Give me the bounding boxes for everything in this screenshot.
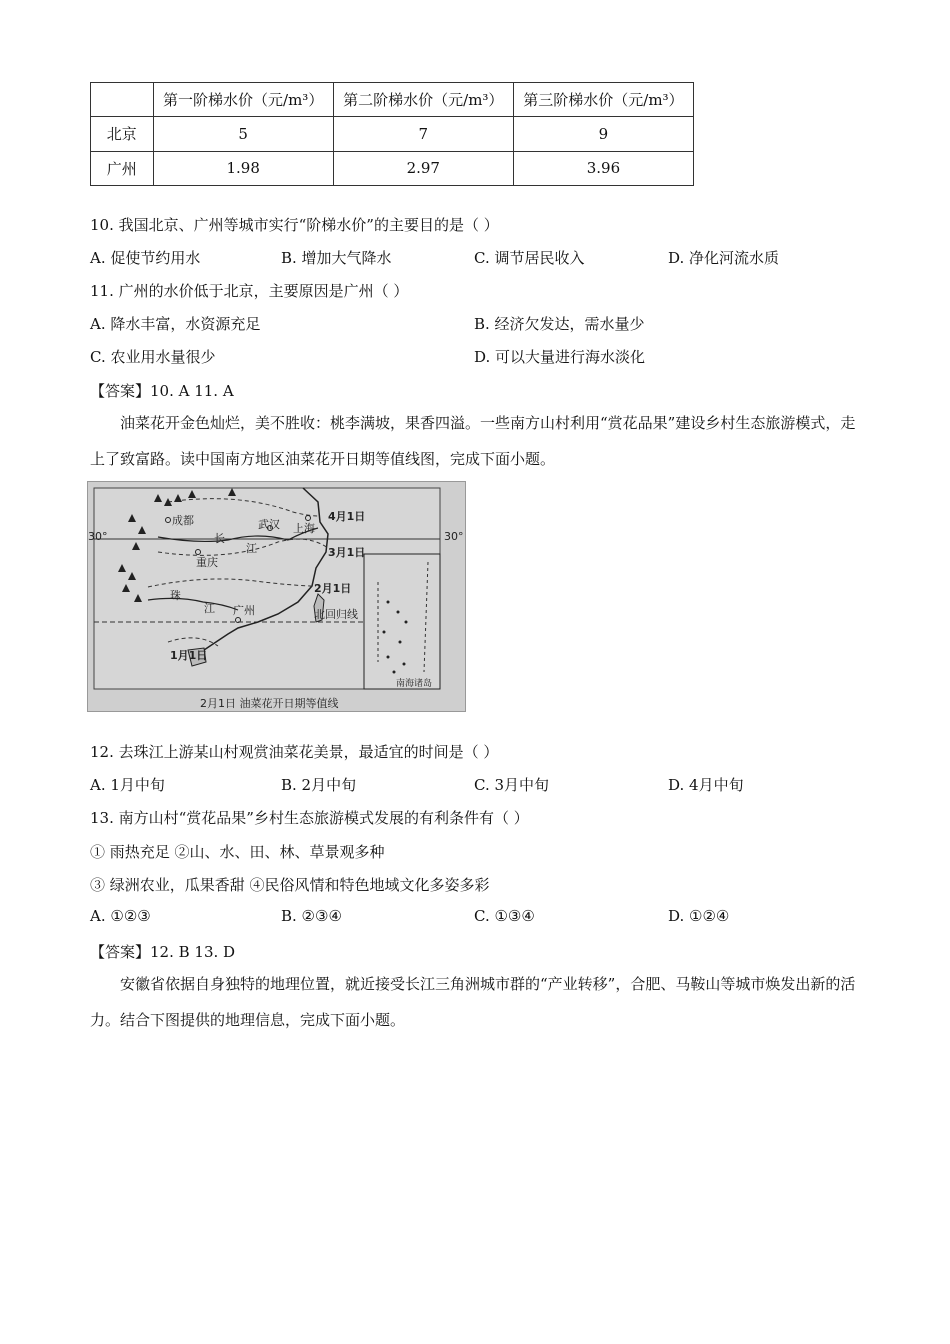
answer-12-13: 【答案】12. B 13. D	[90, 943, 236, 961]
table-row	[91, 151, 694, 185]
table-header-cell: 第一阶梯水价（元/m³）	[153, 83, 333, 117]
map-label-chongqing: 重庆	[196, 556, 218, 569]
table-cell: 5	[153, 117, 333, 151]
table-cell: 3.96	[513, 151, 693, 185]
table-cell: 北京	[91, 117, 154, 151]
question-13-option-d: D. ①②④	[668, 907, 730, 925]
question-12-option-a: A. 1月中旬	[90, 776, 165, 794]
table-header-cell: 第二阶梯水价（元/m³）	[333, 83, 513, 117]
question-12-option-c: C. 3月中旬	[474, 776, 550, 794]
map-label-zhu: 珠	[170, 589, 181, 602]
map-label-nanhai: 南海诸岛	[396, 679, 433, 689]
map-label-shanghai: 上海	[293, 522, 315, 535]
map-label-jiang1: 江	[246, 542, 257, 555]
question-10-option-c: C. 调节居民收入	[474, 249, 585, 267]
question-10-option-b: B. 增加大气降水	[281, 249, 392, 267]
question-11-option-c: C. 农业用水量很少	[90, 348, 216, 366]
question-10-option-a: A. 促使节约用水	[90, 249, 201, 267]
question-10-option-d: D. 净化河流水质	[668, 249, 780, 267]
question-13-stem: 13. 南方山村“赏花品果”乡村生态旅游模式发展的有利条件有（ ）	[90, 809, 529, 827]
table-header-cell	[91, 83, 154, 117]
table-header-cell: 第三阶梯水价（元/m³）	[513, 83, 693, 117]
table-cell: 2.97	[333, 151, 513, 185]
map-label-lat-left: 30°	[88, 530, 108, 543]
rapeseed-bloom-map	[87, 481, 466, 712]
question-13-option-c: C. ①③④	[474, 907, 535, 925]
question-13-statement-1: ① 雨热充足 ②山、水、田、林、草景观多种	[90, 843, 385, 861]
map-label-apr1: 4月1日	[328, 510, 366, 523]
table-cell: 1.98	[153, 151, 333, 185]
question-13-statement-2: ③ 绿洲农业，瓜果香甜 ④民俗风情和特色地域文化多姿多彩	[90, 876, 490, 894]
map-label-lat-right: 30°	[444, 530, 464, 543]
question-11-stem: 11. 广州的水价低于北京，主要原因是广州（ ）	[90, 282, 409, 300]
question-11-option-b: B. 经济欠发达，需水量少	[474, 315, 645, 333]
question-11-option-d: D. 可以大量进行海水淡化	[474, 348, 646, 366]
map-label-mar1: 3月1日	[328, 546, 366, 559]
map-label-wuhan: 武汉	[258, 518, 280, 531]
question-12-option-b: B. 2月中旬	[281, 776, 357, 794]
question-11-option-a: A. 降水丰富，水资源充足	[90, 315, 261, 333]
table-cell: 9	[513, 117, 693, 151]
map-label-jan1: 1月1日	[170, 649, 208, 662]
water-price-table	[90, 82, 694, 186]
map-label-chengdu: 成都	[172, 514, 194, 527]
table-header-row	[91, 83, 694, 117]
table-row	[91, 117, 694, 151]
table-cell: 7	[333, 117, 513, 151]
map-label-guangzhou: 广州	[233, 604, 255, 617]
map-label-tropic: 北回归线	[314, 608, 358, 621]
question-13-option-b: B. ②③④	[281, 907, 342, 925]
map-label-feb1: 2月1日	[314, 582, 352, 595]
passage-anhui: 安徽省依据自身独特的地理位置，就近接受长江三角洲城市群的“产业转移”，合肥、马鞍山等城市焕发出新的活力。结合下图提供的地理信息，完成下面小题。	[90, 975, 856, 1029]
question-10-stem: 10. 我国北京、广州等城市实行“阶梯水价”的主要目的是（ ）	[90, 216, 499, 234]
map-label-jiang2: 江	[204, 602, 215, 615]
question-12-option-d: D. 4月中旬	[668, 776, 744, 794]
answer-10-11: 【答案】10. A 11. A	[90, 382, 234, 400]
passage-rapeseed: 油菜花开金色灿烂，美不胜收：桃李满坡，果香四溢。一些南方山村利用“赏花品果”建设乡村生态旅游模式，走上了致富路。读中国南方地区油菜花开日期等值线图，完成下面小题。	[90, 414, 856, 468]
table-cell: 广州	[91, 151, 154, 185]
map-legend: 2月1日 油菜花开日期等值线	[200, 697, 339, 710]
question-12-stem: 12. 去珠江上游某山村观赏油菜花美景，最适宜的时间是（ ）	[90, 743, 499, 761]
map-label-chang: 长	[214, 532, 225, 545]
question-13-option-a: A. ①②③	[90, 907, 151, 925]
